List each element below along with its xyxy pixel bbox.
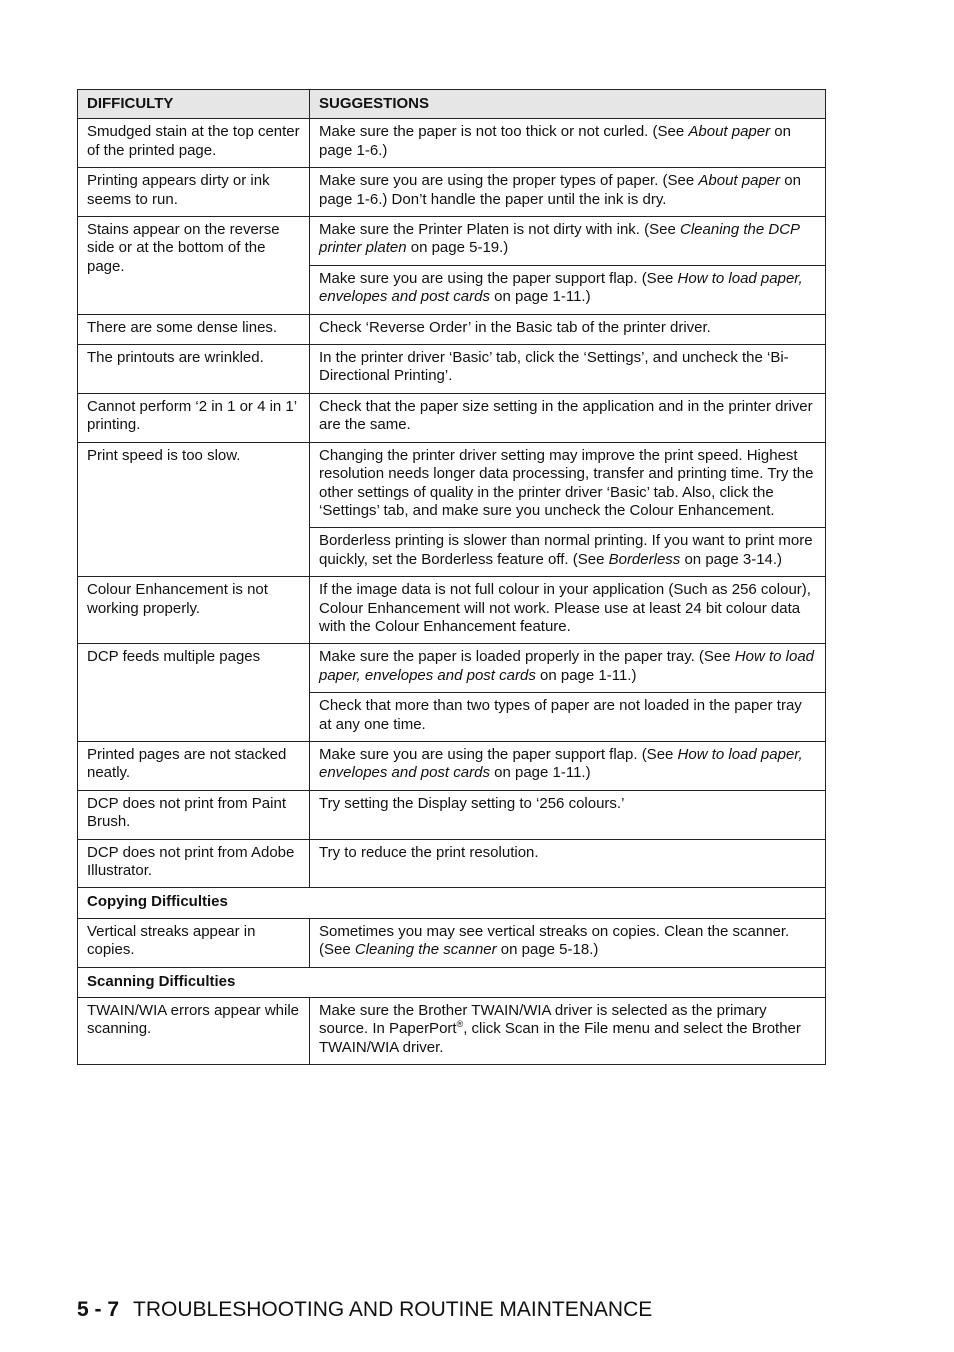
suggestion-text: Make sure the Printer Platen is not dirty with ink. (See [319,221,680,239]
cross-reference: Cleaning the scanner [354,941,497,959]
table-row [78,217,826,266]
table-body [78,119,826,1065]
difficulty-cell: There are some dense lines. [78,314,310,344]
table-row [78,119,826,168]
suggestion-text: Check that the paper size setting in the application and in the printer driver are the same. [319,397,813,434]
difficulty-cell: Print speed is too slow. [78,442,310,576]
difficulty-cell: Smudged stain at the top center of the printed page. [78,119,310,168]
difficulty-cell: Printed pages are not stacked neatly. [78,741,310,790]
difficulty-cell: DCP does not print from Adobe Illustrator. [78,839,310,888]
table-header-row [78,90,826,119]
suggestion-cell [310,217,826,266]
table-row [78,998,826,1065]
registered-mark: ® [456,1019,464,1030]
suggestion-text-end: on page 1-6.) [319,123,791,159]
cross-reference: How to load paper, envelopes and post cards [319,648,815,684]
difficulty-cell: Stains appear on the reverse side or at the bottom of the page. [78,217,310,315]
section-row [78,888,826,918]
table-row [78,790,826,839]
suggestion-text: Sometimes you may see vertical streaks on copies. Clean the scanner. (See [319,922,790,959]
table-row [78,345,826,394]
suggestion-cell [310,918,826,967]
cross-reference: How to load paper, envelopes and post cards [319,745,803,782]
table-row [78,839,826,888]
chapter-title: TROUBLESHOOTING AND ROUTINE MAINTENANCE [133,1298,653,1321]
table-row [78,577,826,644]
suggestion-cell [310,528,826,577]
suggestion-text-end: on page 1-11.) [535,666,637,684]
suggestion-text-end: , click Scan in the File menu and select the Brother TWAIN/WIA driver. [319,1020,801,1056]
difficulty-cell: DCP does not print from Paint Brush. [78,790,310,839]
suggestion-text: Borderless printing is slower than normal printing. If you want to print more quickly, set the Borderless feature off. (See [319,532,813,568]
suggestion-text: Try to reduce the print resolution. [319,843,539,861]
suggestion-text-end: on page 3-14.) [680,550,783,568]
suggestion-text: Check that more than two types of paper are not loaded in the paper tray at any one time. [319,697,802,733]
suggestion-text-end: on page 1-11.) [489,288,591,306]
table-row [78,741,826,790]
page-number: 5 - 7 [77,1298,120,1321]
suggestion-text: Make sure you are using the paper support flap. (See [319,269,678,287]
table-row [78,918,826,967]
table-row [78,168,826,217]
suggestion-text: Make sure the paper is not too thick or not curled. (See [319,123,689,141]
section-row [78,967,826,997]
suggestion-text-end: on page 1-11.) [489,764,591,782]
table-row [78,442,826,528]
difficulty-cell: Cannot perform ‘2 in 1 or 4 in 1’ printing. [78,393,310,442]
troubleshooting-table [77,89,826,1065]
page-footer [77,1298,652,1322]
suggestion-cell [310,741,826,790]
cross-reference: About paper [698,172,781,190]
suggestion-cell [310,119,826,168]
suggestion-cell [310,693,826,742]
difficulty-cell: Printing appears dirty or ink seems to run. [78,168,310,217]
suggestion-text: Try setting the Display setting to ‘256 colours.’ [319,794,625,812]
suggestion-text-end: on page 1-6.) Don’t handle the paper until the ink is dry. [319,172,801,208]
suggestion-text: Changing the printer driver setting may improve the print speed. Highest resolution needs longer data processing, transfer and printing time. Try the other settings of quality in the printer driver ‘Basic’ tab. Also, click the ‘Settings’ tab, and make sure you uncheck the Colour Enhancement. [319,446,814,519]
difficulty-cell: Colour Enhancement is not working properly. [78,577,310,644]
suggestion-text-end: on page 5-19.) [406,239,509,257]
suggestion-cell [310,265,826,314]
difficulty-cell: TWAIN/WIA errors appear while scanning. [78,998,310,1065]
cross-reference: Cleaning the DCP printer platen [319,221,800,257]
suggestion-text: If the image data is not full colour in your application (Such as 256 colour), Colour Enhancement will not work. Please use at least 24 bit colour data with the Colour Enhancement feature. [319,581,811,635]
section-heading: Copying Difficulties [78,888,826,918]
suggestion-cell [310,168,826,217]
suggestion-text: Make sure the Brother TWAIN/WIA driver is selected as the primary source. In PaperPort [319,1002,767,1038]
difficulty-cell: The printouts are wrinkled. [78,345,310,394]
suggestion-text: Make sure you are using the paper support flap. (See [319,745,678,763]
suggestion-text: Make sure the paper is loaded properly in the paper tray. (See [319,648,735,666]
suggestion-text-end: on page 5-18.) [496,941,599,959]
suggestion-cell [310,839,826,888]
suggestion-text: Check ‘Reverse Order’ in the Basic tab of the printer driver. [319,318,711,336]
table-row [78,314,826,344]
suggestion-cell [310,790,826,839]
suggestion-cell [310,393,826,442]
section-heading: Scanning Difficulties [78,967,826,997]
suggestion-cell [310,998,826,1065]
difficulty-cell: Vertical streaks appear in copies. [78,918,310,967]
suggestion-cell [310,644,826,693]
table-row [78,644,826,693]
difficulty-cell: DCP feeds multiple pages [78,644,310,742]
suggestion-text: In the printer driver ‘Basic’ tab, click the ‘Settings’, and uncheck the ‘Bi-Directional Printing’. [319,349,789,385]
suggestion-cell [310,442,826,528]
suggestion-cell [310,314,826,344]
cross-reference: About paper [688,123,771,141]
suggestions-column-header: SUGGESTIONS [310,90,826,119]
suggestion-text: Make sure you are using the proper types of paper. (See [319,172,699,190]
suggestion-cell [310,577,826,644]
suggestion-cell [310,345,826,394]
difficulty-column-header: DIFFICULTY [78,90,310,119]
cross-reference: Borderless [608,550,681,568]
cross-reference: How to load paper, envelopes and post cards [319,269,803,306]
table-row [78,393,826,442]
